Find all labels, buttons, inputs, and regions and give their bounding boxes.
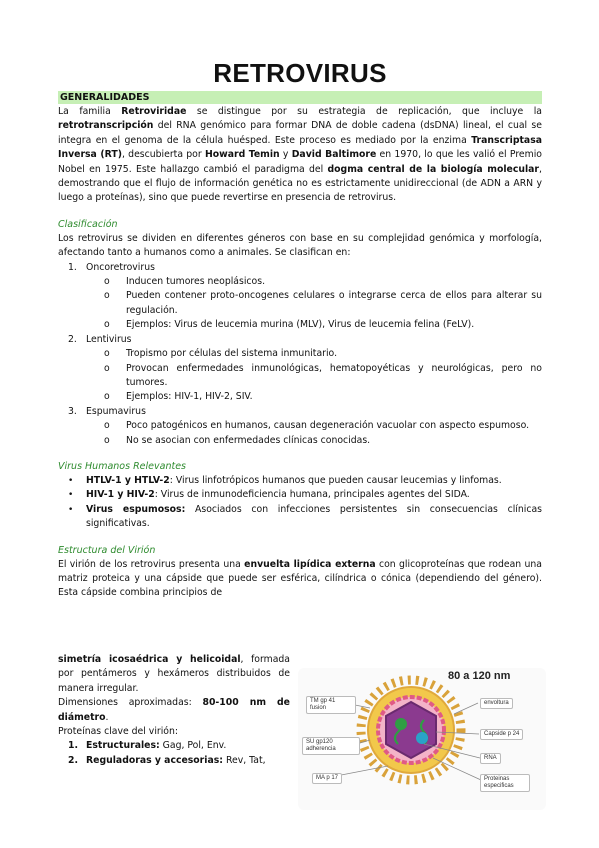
label-tm: TM gp 41 fusion [306, 696, 356, 714]
section-heading-clasificacion: Clasificación [58, 218, 118, 230]
dimensiones-line: Dimensiones aproximadas: 80-100 nm de diámetro. [58, 697, 290, 723]
rt-protein [395, 718, 407, 730]
list-item: o Tropismo por células del sistema inmunitario. [104, 348, 338, 360]
label-ma: MA p 17 [312, 773, 342, 784]
list-item: o Ejemplos: Virus de leucemia murina (MLV), Virus de leucemia felina (FeLV). [104, 319, 475, 331]
list-item: o Ejemplos: HIV-1, HIV-2, SIV. [104, 391, 253, 403]
list-item: 1. Estructurales: Gag, Pol, Env. [68, 740, 227, 752]
list-item: o Pueden contener proto-oncogenes celulares o integrarse cerca de ellos para alterar su regulación. [104, 290, 542, 316]
label-su: SU gp120 adherencia [302, 737, 360, 755]
list-item: 2. Reguladoras y accesorias: Rev, Tat, [68, 754, 266, 766]
virus-humanos-list [58, 474, 542, 532]
label-proteinas: Proteinas especificas [480, 774, 530, 792]
label-rna: RNA [480, 753, 501, 764]
section-heading-generalidades: GENERALIDADES [58, 91, 542, 104]
list-item: o Poco patogénicos en humanos, causan degeneración vacuolar con aspecto espumoso. [104, 420, 530, 432]
proteinas-intro: Proteínas clave del virión: [58, 726, 179, 738]
figure-size-label: 80 a 120 nm [448, 670, 511, 682]
label-envoltura: envoltura [480, 698, 513, 709]
list-item: 3. Espumavirus o Poco patogénicos en humanos, causan degeneración vacuolar con aspecto espumoso. o No se asocian con enfermedades clínicas conocidas. [58, 405, 542, 448]
generalidades-paragraph: La familia Retroviridae se distingue por su estrategia de replicación, que incluye la retrotranscripción del RNA genómico para formar DNA de doble cadena (dsDNA) lineal, el cual se integra en el genoma de la célula huésped. Este proceso es mediado por la enzima Transcriptasa Inversa (RT), descubierta por Howard Temin y David Baltimore en 1970, lo que les valió el Premio Nobel en 1975. Este hallazgo cambió el paradigma del dogma central de la biología molecular, demostrando que el flujo de información genética no es estrictamente unidireccional (de ADN a ARN y luego a proteínas), sino que puede revertirse en presencia de retrovirus. [58, 106, 543, 204]
document-page [58, 58, 542, 601]
page-title: RETROVIRUS [213, 58, 387, 88]
list-item: o No se asocian con enfermedades clínicas conocidas. [104, 434, 371, 446]
in-protein [416, 732, 428, 744]
section-heading-estructura: Estructura del Virión [58, 544, 156, 556]
section-heading-virus-humanos: Virus Humanos Relevantes [58, 460, 186, 472]
list-item: 2. Lentivirus o Tropismo por células del sistema inmunitario. o Provocan enfermedades inmunológicas, hematopoyéticas y neurológicas, pero no tumores. o Ejemplos: HIV-1, HIV-2, SIV. [58, 333, 542, 405]
genera-list [58, 261, 542, 448]
list-item: • HIV-1 y HIV-2: Virus de inmunodeficiencia humana, principales agentes del SIDA. [68, 489, 470, 501]
list-item: o Provocan enfermedades inmunológicas, hematopoyéticas y neurológicas, pero no tumores. [104, 362, 542, 388]
estructura-paragraph-top: El virión de los retrovirus presenta una envuelta lipídica externa con glicoproteínas que rodean una matriz proteica y una cápside que puede ser esférica, cilíndrica o cónica (dependiendo del género). Esta cápside combina principios de [58, 558, 543, 599]
estructura-section [58, 558, 542, 601]
list-item: o Inducen tumores neoplásicos. [104, 276, 266, 288]
virion-figure [298, 668, 546, 810]
label-capside: Capside p 24 [480, 729, 523, 740]
list-item: • HTLV-1 y HTLV-2: Virus linfotrópicos humanos que pueden causar leucemias y linfomas. [68, 474, 502, 486]
list-item: 1. Oncoretrovirus o Inducen tumores neoplásicos. o Pueden contener proto-oncogenes celulares o integrarse cerca de ellos para alterar su regulación. o Ejemplos: Virus de leucemia murina (MLV), Virus de leucemia felina (FeLV). [58, 261, 542, 333]
estructura-paragraph-wrap: simetría icosaédrica y helicoidal, formada por pentámeros y hexámeros distribuidos de manera irregular. [58, 654, 290, 694]
clasificacion-intro: Los retrovirus se dividen en diferentes géneros con base en su complejidad genómica y morfología, afectando tanto a humanos como a animales. Se clasifican en: [58, 232, 542, 259]
list-item: • Virus espumosos: Asociados con infecciones persistentes sin consecuencias clínicas significativas. [68, 503, 542, 530]
